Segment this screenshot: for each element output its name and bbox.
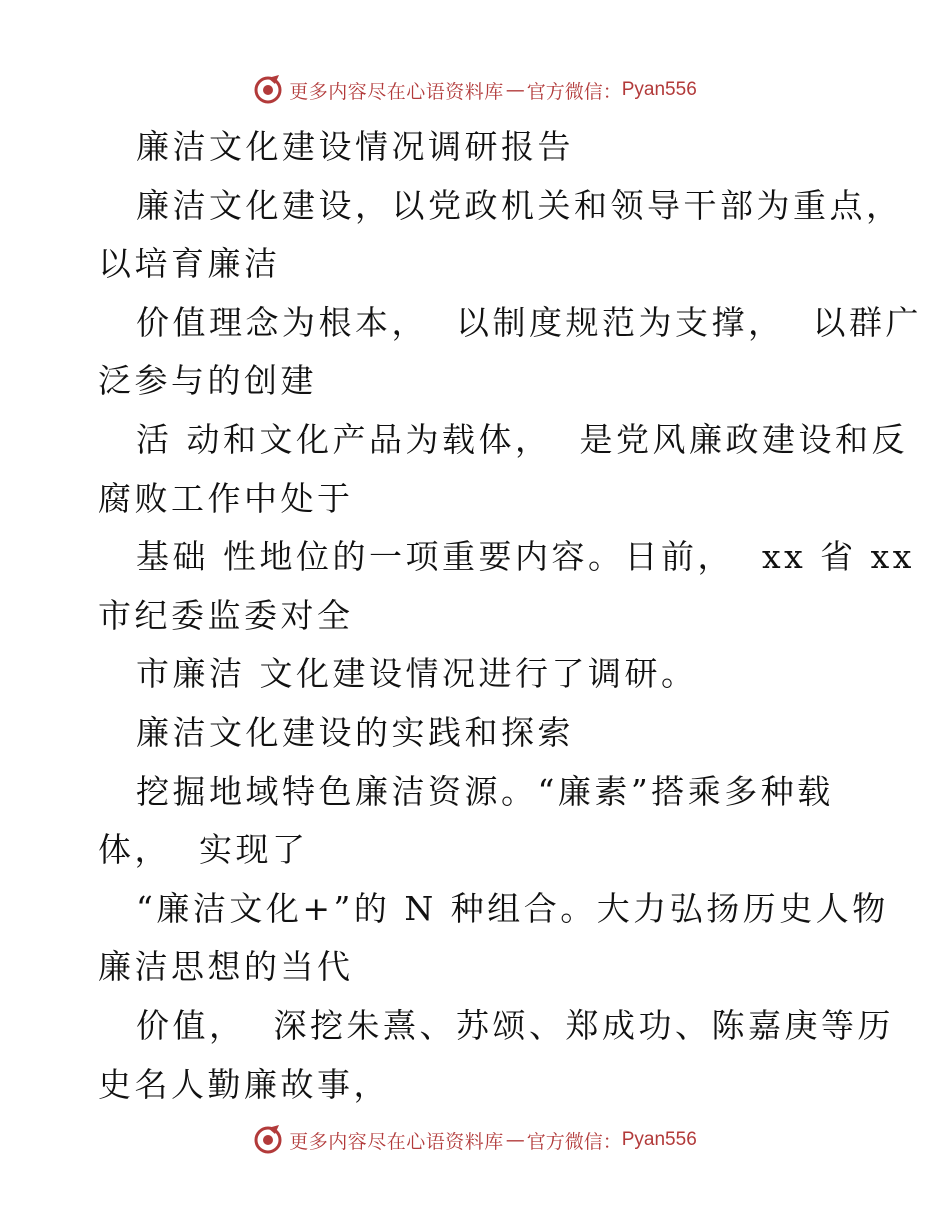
banner-contact: 官方微信： [526,1130,622,1153]
header-banner [0,70,950,110]
banner-text: 更多内容尽在心语资料库 [289,80,504,103]
text-line: 廉洁文化建设的实践和探索 [136,712,574,752]
text-line: 市纪委监委对全 [98,595,354,635]
banner-id: Pyan556 [621,79,697,100]
text-line: 活 动和文化产品为载体， 是党风廉政建设和反 [136,419,908,459]
document-body [98,118,922,1114]
text-line: 挖掘地域特色廉洁资源。“廉素”搭乘多种载 [136,771,834,811]
footer-banner [0,1120,950,1160]
text-line: 体， 实现了 [98,830,309,870]
banner-id: Pyan556 [621,1129,697,1150]
text-line: 腐败工作中处于 [98,478,354,518]
text-line: 泛参与的创建 [98,361,317,401]
banner-text: 更多内容尽在心语资料库 [289,1130,504,1153]
text-line: 廉洁文化建设情况调研报告 [136,127,574,166]
banner-contact: 官方微信： [526,80,622,103]
text-line: “廉洁文化+”的 N 种组合。大力弘扬历史人物 [136,888,889,928]
text-line: 史名人勤廉故事， [98,1064,390,1104]
logo-icon [253,1125,283,1155]
logo-icon [253,75,283,105]
banner-dash: — [505,1129,525,1151]
text-line: 市廉洁 文化建设情况进行了调研。 [136,654,698,694]
text-line: 廉洁文化建设，以党政机关和领导干部为重点， [136,185,903,225]
text-line: 廉洁思想的当代 [98,947,354,987]
text-line: 价值理念为根本， 以制度规范为支撑， 以群广 [136,302,922,342]
text-line: 基础 性地位的一项重要内容。日前， xx 省 xx [136,537,915,577]
banner-dash: — [505,79,525,101]
text-line: 价值， 深挖朱熹、苏颂、郑成功、陈嘉庚等历 [136,1005,894,1045]
text-line: 以培育廉洁 [98,244,281,284]
